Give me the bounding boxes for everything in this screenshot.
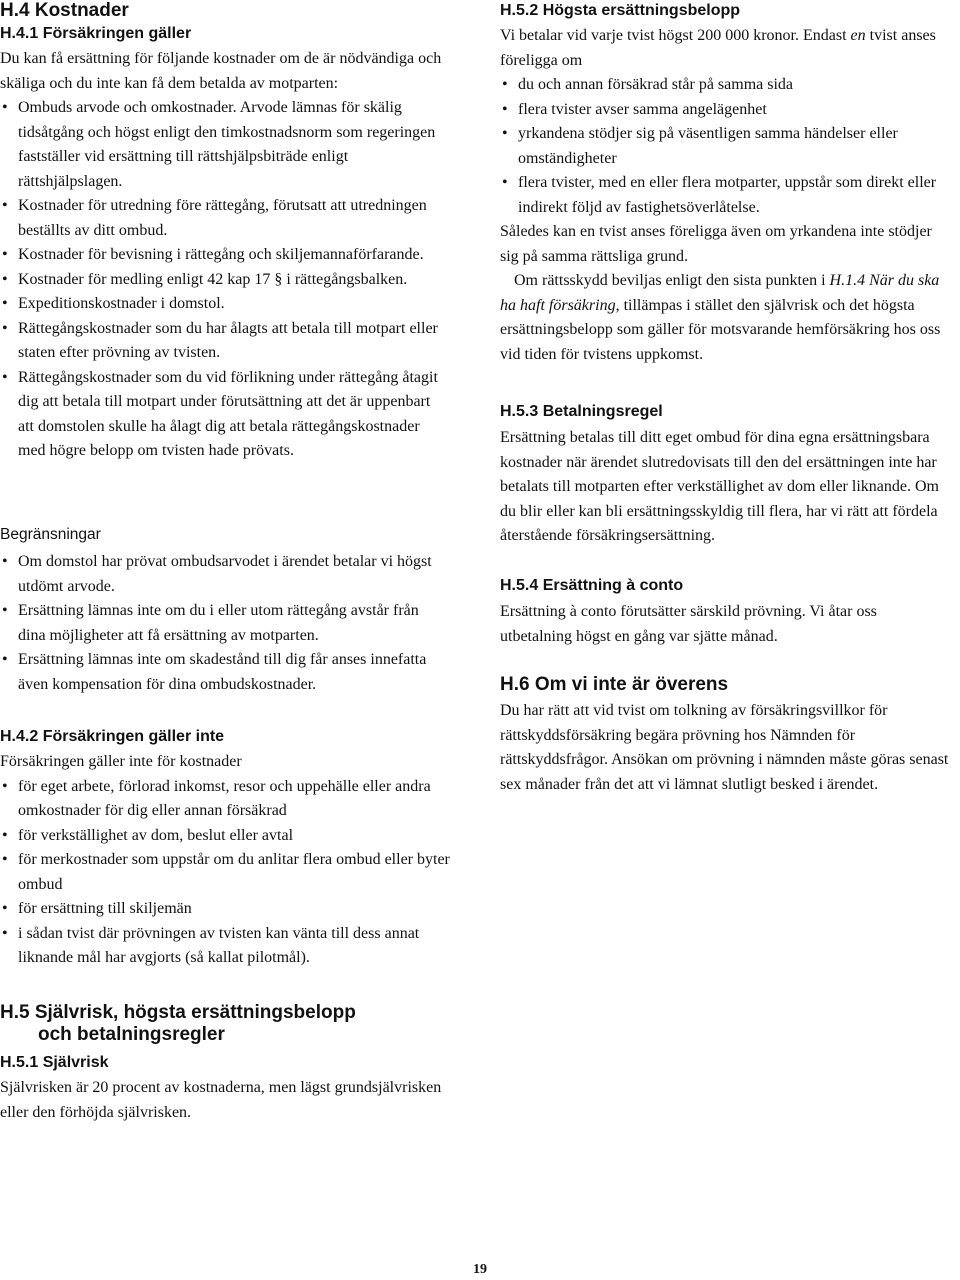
list-item: • Om domstol har prövat ombudsarvodet i ärendet betalar vi högst utdömt arvode. — [0, 550, 450, 599]
h42-intro: Försäkringen gäller inte för kostnader — [0, 753, 242, 770]
list-item: • Rättegångskostnader som du vid förlikning under rättegång åtagit dig att betala till motpart under förutsättning att det är uppenbart att domstolen skulle ha ålagt dig att betala rättegångskostnader med högre belopp om tvisten hade prövats. — [0, 366, 448, 464]
list-item: • Kostnader för bevisning i rättegång och skiljemannaförfarande. — [0, 243, 448, 268]
list-item: • Rättegångskostnader som du har ålagts att betala till motpart eller staten efter prövning av tvisten. — [0, 317, 448, 366]
h52-intro-emphasis: en — [850, 27, 866, 44]
list-item: • Kostnader för medling enligt 42 kap 17 § i rättegångsbalken. — [0, 268, 448, 293]
list-item: • yrkandena stödjer sig på väsentligen samma händelser eller omständigheter — [500, 122, 952, 171]
section-h52-title: H.5.2 Högsta ersättningsbelopp — [500, 2, 741, 19]
h52-list — [500, 73, 952, 220]
list-item: • Kostnader för utredning före rättegång, förutsatt att utredningen beställts av ditt ombud. — [0, 194, 448, 243]
h6-text: Du har rätt att vid tvist om tolkning av försäkringsvillkor för rättskyddsförsäkring begära prövning hos Nämnden för rättskyddsfrågor. Ansökan om prövning i nämnden måste göras senast sex månader från det att vi lämnat slutligt besked i ärendet. — [500, 702, 949, 793]
section-h53-title: H.5.3 Betalningsregel — [500, 403, 663, 420]
section-h52-body — [500, 24, 952, 367]
list-item: • för merkostnader som uppstår om du anlitar flera ombud eller byter ombud — [0, 848, 452, 897]
section-h41-title: H.4.1 Försäkringen gäller — [0, 25, 192, 42]
h51-text: Självrisken är 20 procent av kostnaderna, men lägst grundsjälvrisken eller den förhöjda självrisken. — [0, 1079, 442, 1121]
h52-rule-text — [500, 269, 952, 367]
list-item: • i sådan tvist där prövningen av tvisten kan vänta till dess annat liknande mål har avgjorts (så kallat pilotmål). — [0, 922, 452, 971]
list-item: • Expeditionskostnader i domstol. — [0, 292, 448, 317]
section-h42-body — [0, 750, 452, 971]
h52-rule-part-b: , tillämpas i stället den självrisk och det högsta ersättningsbelopp som gäller för motsvarande hemförsäkring hos oss vid tiden för tvistens uppkomst. — [500, 296, 941, 363]
h52-after-text: Således kan en tvist anses föreligga även om yrkandena inte stödjer sig på samma rättsliga grund. — [500, 223, 932, 265]
h52-intro-part-b: tvist anses föreligga om — [500, 27, 936, 69]
section-h54-title: H.5.4 Ersättning à conto — [500, 577, 684, 594]
section-h51-title: H.5.1 Självrisk — [0, 1054, 109, 1071]
list-item: • Ombuds arvode och omkostnader. Arvode lämnas för skälig tidsåtgång och högst enligt den timkostnadsnorm som regeringen fastställer vid ersättning till rättshjälpsbiträde enligt rättshjälpslagen. — [0, 96, 448, 194]
section-h6-title: H.6 Om vi inte är överens — [500, 674, 729, 695]
list-item: • för ersättning till skiljemän — [0, 897, 452, 922]
section-h41-body — [0, 47, 462, 464]
list-item: • Ersättning lämnas inte om skadestånd till dig får anses innefatta även kompensation för dina ombudskostnader. — [0, 648, 450, 697]
limits-list — [0, 550, 450, 697]
h5-title-line-1: H.5 Självrisk, högsta ersättningsbelopp — [0, 1002, 356, 1023]
list-item: • flera tvister, med en eller flera motparter, uppstår som direkt eller indirekt följd av fastighetsöverlåtelse. — [500, 171, 952, 220]
list-item: • flera tvister avser samma angelägenhet — [500, 98, 952, 123]
h41-list — [0, 96, 462, 464]
h52-intro — [500, 24, 952, 73]
h53-text: Ersättning betalas till ditt eget ombud för dina egna ersättningsbara kostnader när ärendet slutredovisats till den del ersättningen inte har betalats till motparten efter verkställighet av dom eller liknande. Om du blir eller kan bli ersättningsskyldig till flera, har vi rätt att fördela återstående försäkringsersättning. — [500, 429, 939, 544]
section-h4-title: H.4 Kostnader — [0, 0, 129, 21]
h52-rule-reference: H.1.4 När du ska ha haft försäkring — [500, 272, 940, 314]
h5-title-line-2: och betalningsregler — [38, 1024, 225, 1045]
page-number: 19 — [473, 1262, 487, 1277]
list-item: • du och annan försäkrad står på samma sida — [500, 73, 952, 98]
h41-intro: Du kan få ersättning för följande kostnader om de är nödvändiga och skäliga och du inte kan få dem betalda av motparten: — [0, 50, 442, 92]
limits-title: Begränsningar — [0, 526, 101, 543]
section-h5-title — [0, 1002, 356, 1046]
h52-intro-part-a: Vi betalar vid varje tvist högst 200 000 kronor. Endast — [500, 27, 851, 44]
h42-list — [0, 775, 452, 971]
h54-text: Ersättning à conto förutsätter särskild prövning. Vi åtar oss utbetalning högst en gång var sjätte månad. — [500, 603, 877, 645]
list-item: • för verkställighet av dom, beslut eller avtal — [0, 824, 452, 849]
section-h42-title: H.4.2 Försäkringen gäller inte — [0, 728, 225, 745]
list-item: • Ersättning lämnas inte om du i eller utom rättegång avstår från dina möjligheter att få ersättning av motparten. — [0, 599, 450, 648]
h52-rule-part-a: Om rättsskydd beviljas enligt den sista punkten i — [514, 272, 830, 289]
list-item: • för eget arbete, förlorad inkomst, resor och uppehälle eller andra omkostnader för dig eller annan försäkrad — [0, 775, 452, 824]
